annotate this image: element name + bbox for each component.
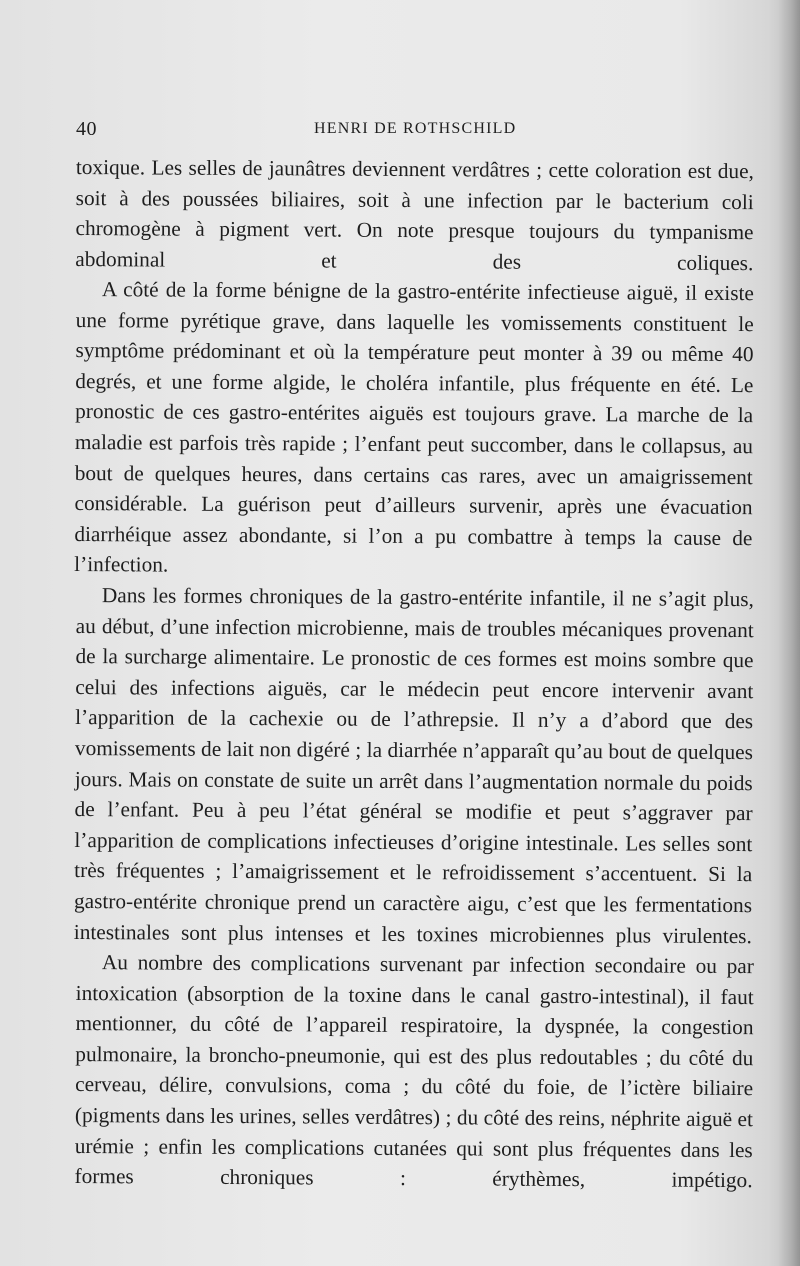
running-title: HENRI DE ROTHSCHILD — [314, 120, 517, 137]
running-head — [76, 118, 756, 142]
body-text — [73, 152, 754, 1193]
paragraph-1: toxique. Les selles de jaunâtres deviennent verdâtres ; cette coloration est due, soit à des poussées biliaires, soit à une infection par le bacterium coli chromogène à pigment vert. On note presque toujours du tympanisme abdominal et des coliques. — [75, 154, 754, 275]
page-edge-shadow — [778, 0, 800, 1266]
paragraph-3: Dans les formes chroniques de la gastro-entérite infantile, il ne s’agit plus, au début, d’une infection microbienne, mais de troubles mécaniques provenant de la surcharge alimentaire. Le pronostic de ces formes est moins sombre que celui des infections aiguës, car le médecin peut encore intervenir avant l’apparition de la cachexie ou de l’athrepsie. Il n’y a d’abord que des vomissements de lait non digéré ; la diarrhée n’apparaît qu’au bout de quelques jours. Mais on constate de suite un arrêt dans l’augmentation normale du poids de l’enfant. Peu à peu l’état général se modifie et peut s’aggraver par l’apparition de complications infectieuses d’origine intestinale. Les selles sont très fréquentes ; l’amaigrissement et le refroidissement s’accentuent. Si la gastro-entérite chronique prend un caractère aigu, c’est que les fermentations intestinales sont plus intenses et les toxines microbiennes plus virulentes. — [73, 583, 754, 948]
paragraph-2: A côté de la forme bénigne de la gastro-entérite infectieuse aiguë, il existe une forme pyrétique grave, dans laquelle les vomissements constituent le symptôme prédominant et où la température peut monter à 39 ou même 40 degrés, et une forme algide, le choléra infantile, plus fréquente en été. Le pronostic de ces gastro-entérites aiguës est toujours grave. La marche de la maladie est parfois très rapide ; l’enfant peut succomber, dans le collapsus, au bout de quelques heures, dans certains cas rares, avec un amaigrissement considérable. La guérison peut d’ailleurs survenir, après une évacuation diarrhéique assez abondante, si l’on a pu combattre à temps la cause de l’infection. — [74, 277, 754, 578]
paragraph-4: Au nombre des complications survenant par infection secondaire ou par intoxication (absorption de la toxine dans le canal gastro-intestinal), il faut mentionner, du côté de l’appareil respiratoire, la dyspnée, la congestion pulmonaire, la broncho-pneumonie, qui est des plus redoutables ; du côté du cerveau, délire, convulsions, coma ; du côté du foie, de l’ictère biliaire (pigments dans les urines, selles verdâtres) ; du côté des reins, néphrite aiguë et urémie ; enfin les complications cutanées qui sont plus fréquentes dans les formes chroniques : érythèmes, impétigo. — [74, 950, 754, 1193]
page-number: 40 — [76, 118, 97, 140]
